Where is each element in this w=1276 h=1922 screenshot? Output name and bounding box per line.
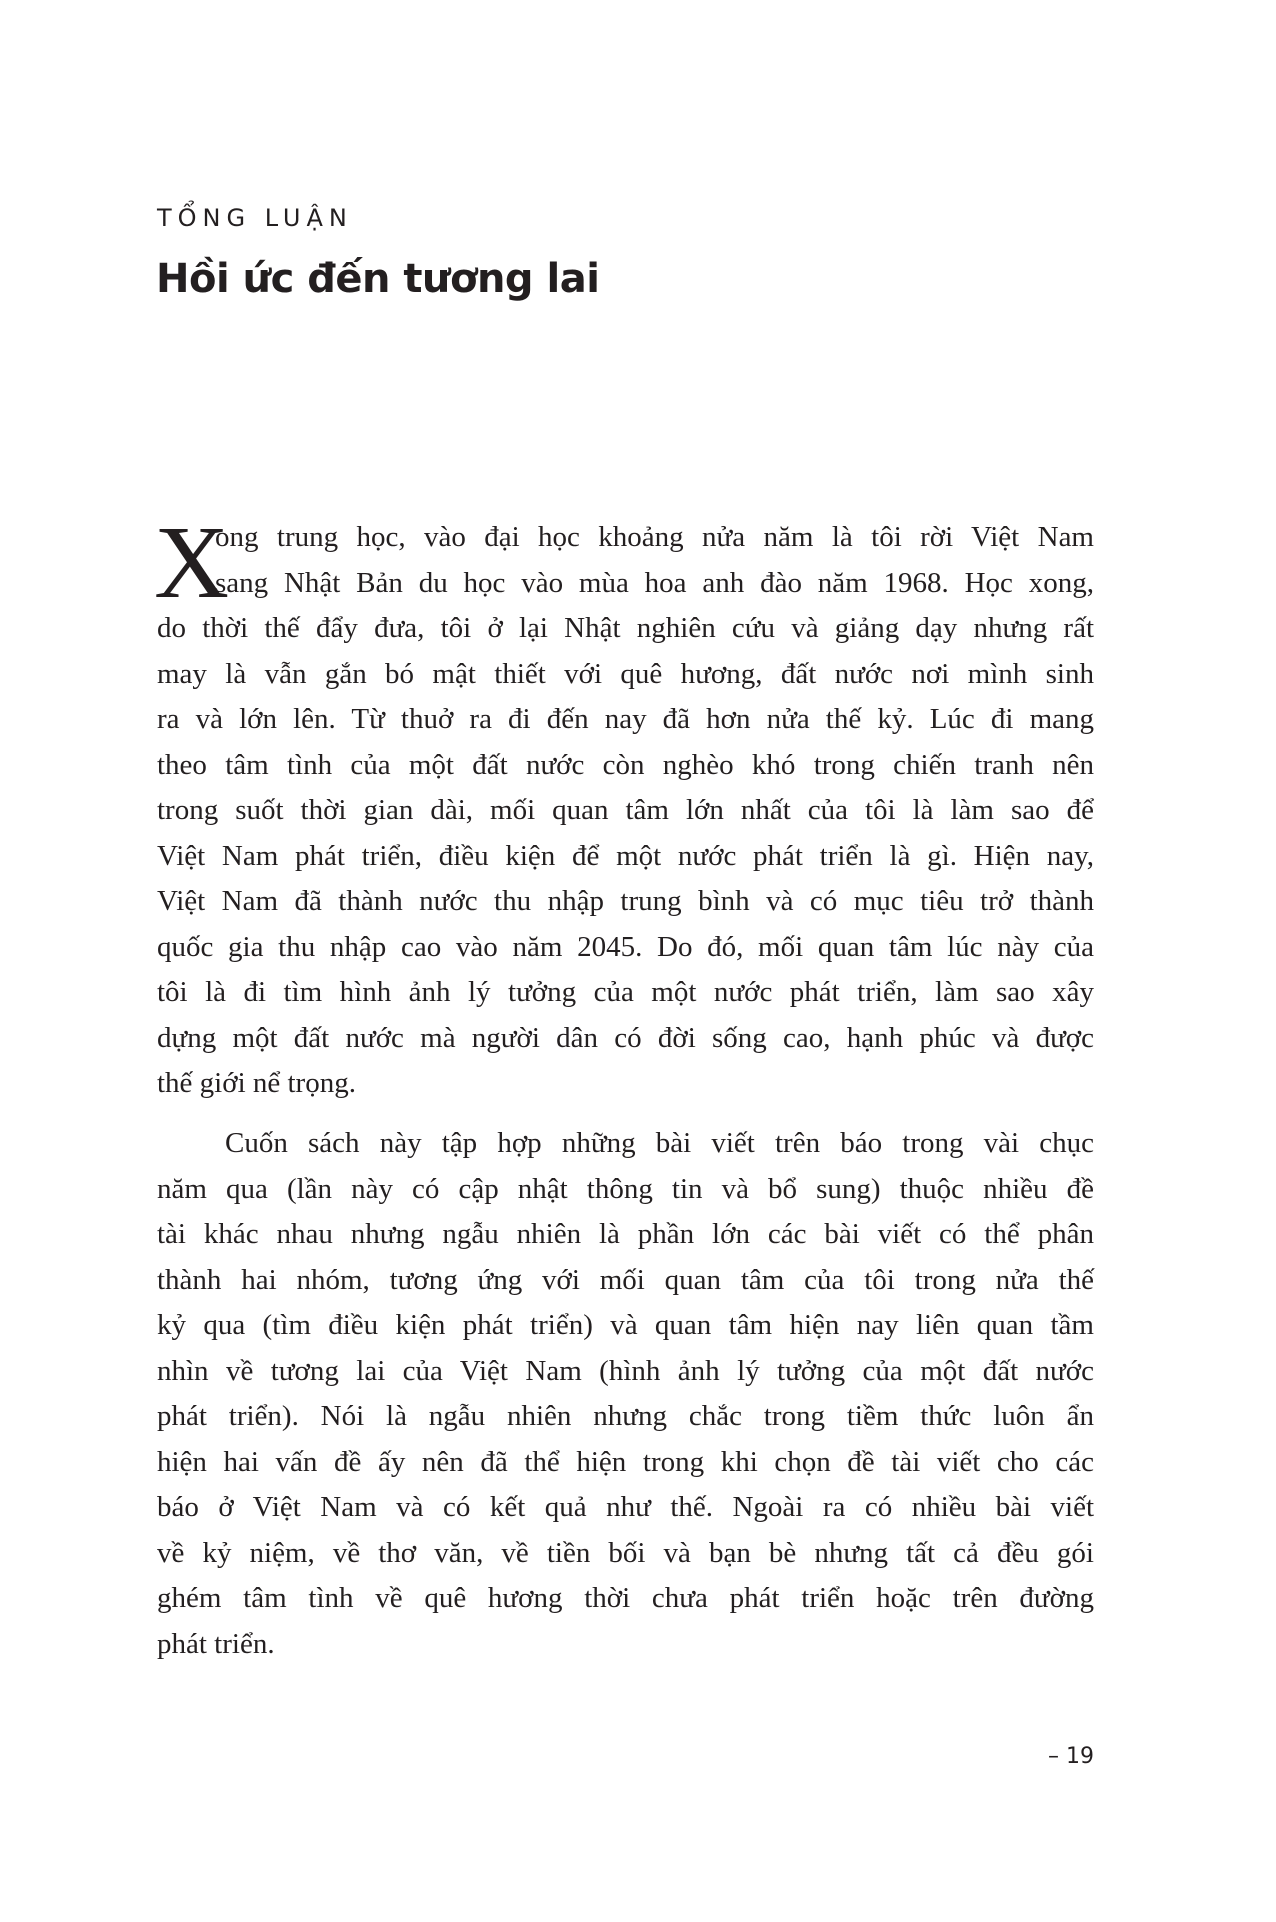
text-line: Cuốn sách này tập hợp những bài viết trên báo trong vài chục: [225, 1127, 1094, 1159]
text-line: nhìn về tương lai của Việt Nam (hình ảnh lý tưởng của một đất nước: [157, 1354, 1094, 1387]
paragraph-1: [154, 505, 1094, 1107]
text-line: báo ở Việt Nam và có kết quả như thế. Ngoài ra có nhiều bài viết: [157, 1491, 1094, 1523]
text-line: ghém tâm tình về quê hương thời chưa phát triển hoặc trên đường: [157, 1582, 1094, 1614]
text-line: hiện hai vấn đề ấy nên đã thể hiện trong khi chọn đề tài viết cho các: [157, 1445, 1094, 1478]
paragraph-2: [157, 1121, 1094, 1667]
text-line: may là vẫn gắn bó mật thiết với quê hương, đất nước nơi mình sinh: [157, 657, 1094, 690]
text-line: theo tâm tình của một đất nước còn nghèo khó trong chiến tranh nên: [157, 748, 1094, 781]
text-line: quốc gia thu nhập cao vào năm 2045. Do đó, mối quan tâm lúc này của: [157, 930, 1094, 963]
text-line: dựng một đất nước mà người dân có đời sống cao, hạnh phúc và được: [157, 1021, 1094, 1054]
text-line: về kỷ niệm, về thơ văn, về tiền bối và bạn bè nhưng tất cả đều gói: [157, 1536, 1094, 1569]
text-line: năm qua (lần này có cập nhật thông tin và bổ sung) thuộc nhiều đề: [157, 1172, 1094, 1205]
text-line: sang Nhật Bản du học vào mùa hoa anh đào năm 1968. Học xong,: [215, 566, 1094, 599]
text-line: tôi là đi tìm hình ảnh lý tưởng của một nước phát triển, làm sao xây: [157, 976, 1094, 1008]
text-line: Việt Nam đã thành nước thu nhập trung bình và có mục tiêu trở thành: [157, 885, 1094, 917]
chapter-title: Hồi ức đến tương lai: [156, 256, 600, 302]
page-number: – 19: [1048, 1744, 1094, 1769]
text-line: phát triển.: [157, 1627, 275, 1660]
text-line: phát triển). Nói là ngẫu nhiên nhưng chắc trong tiềm thức luôn ẩn: [157, 1400, 1094, 1432]
text-line: kỷ qua (tìm điều kiện phát triển) và quan tâm hiện nay liên quan tầm: [157, 1309, 1094, 1341]
text-line: Việt Nam phát triển, điều kiện để một nước phát triển là gì. Hiện nay,: [157, 839, 1094, 872]
chapter-kicker: TỔNG LUẬN: [157, 204, 353, 232]
text-line: do thời thế đẩy đưa, tôi ở lại Nhật nghiên cứu và giảng dạy nhưng rất: [157, 612, 1094, 644]
text-line: tài khác nhau nhưng ngẫu nhiên là phần lớn các bài viết có thể phân: [157, 1218, 1094, 1250]
text-line: thành hai nhóm, tương ứng với mối quan tâm của tôi trong nửa thế: [157, 1263, 1094, 1296]
text-line: ra và lớn lên. Từ thuở ra đi đến nay đã hơn nửa thế kỷ. Lúc đi mang: [157, 703, 1094, 735]
text-line: thế giới nể trọng.: [157, 1067, 356, 1099]
drop-cap: X: [154, 505, 230, 620]
text-line: ong trung học, vào đại học khoảng nửa năm là tôi rời Việt Nam: [215, 521, 1094, 553]
text-line: trong suốt thời gian dài, mối quan tâm lớn nhất của tôi là làm sao để: [157, 794, 1094, 826]
